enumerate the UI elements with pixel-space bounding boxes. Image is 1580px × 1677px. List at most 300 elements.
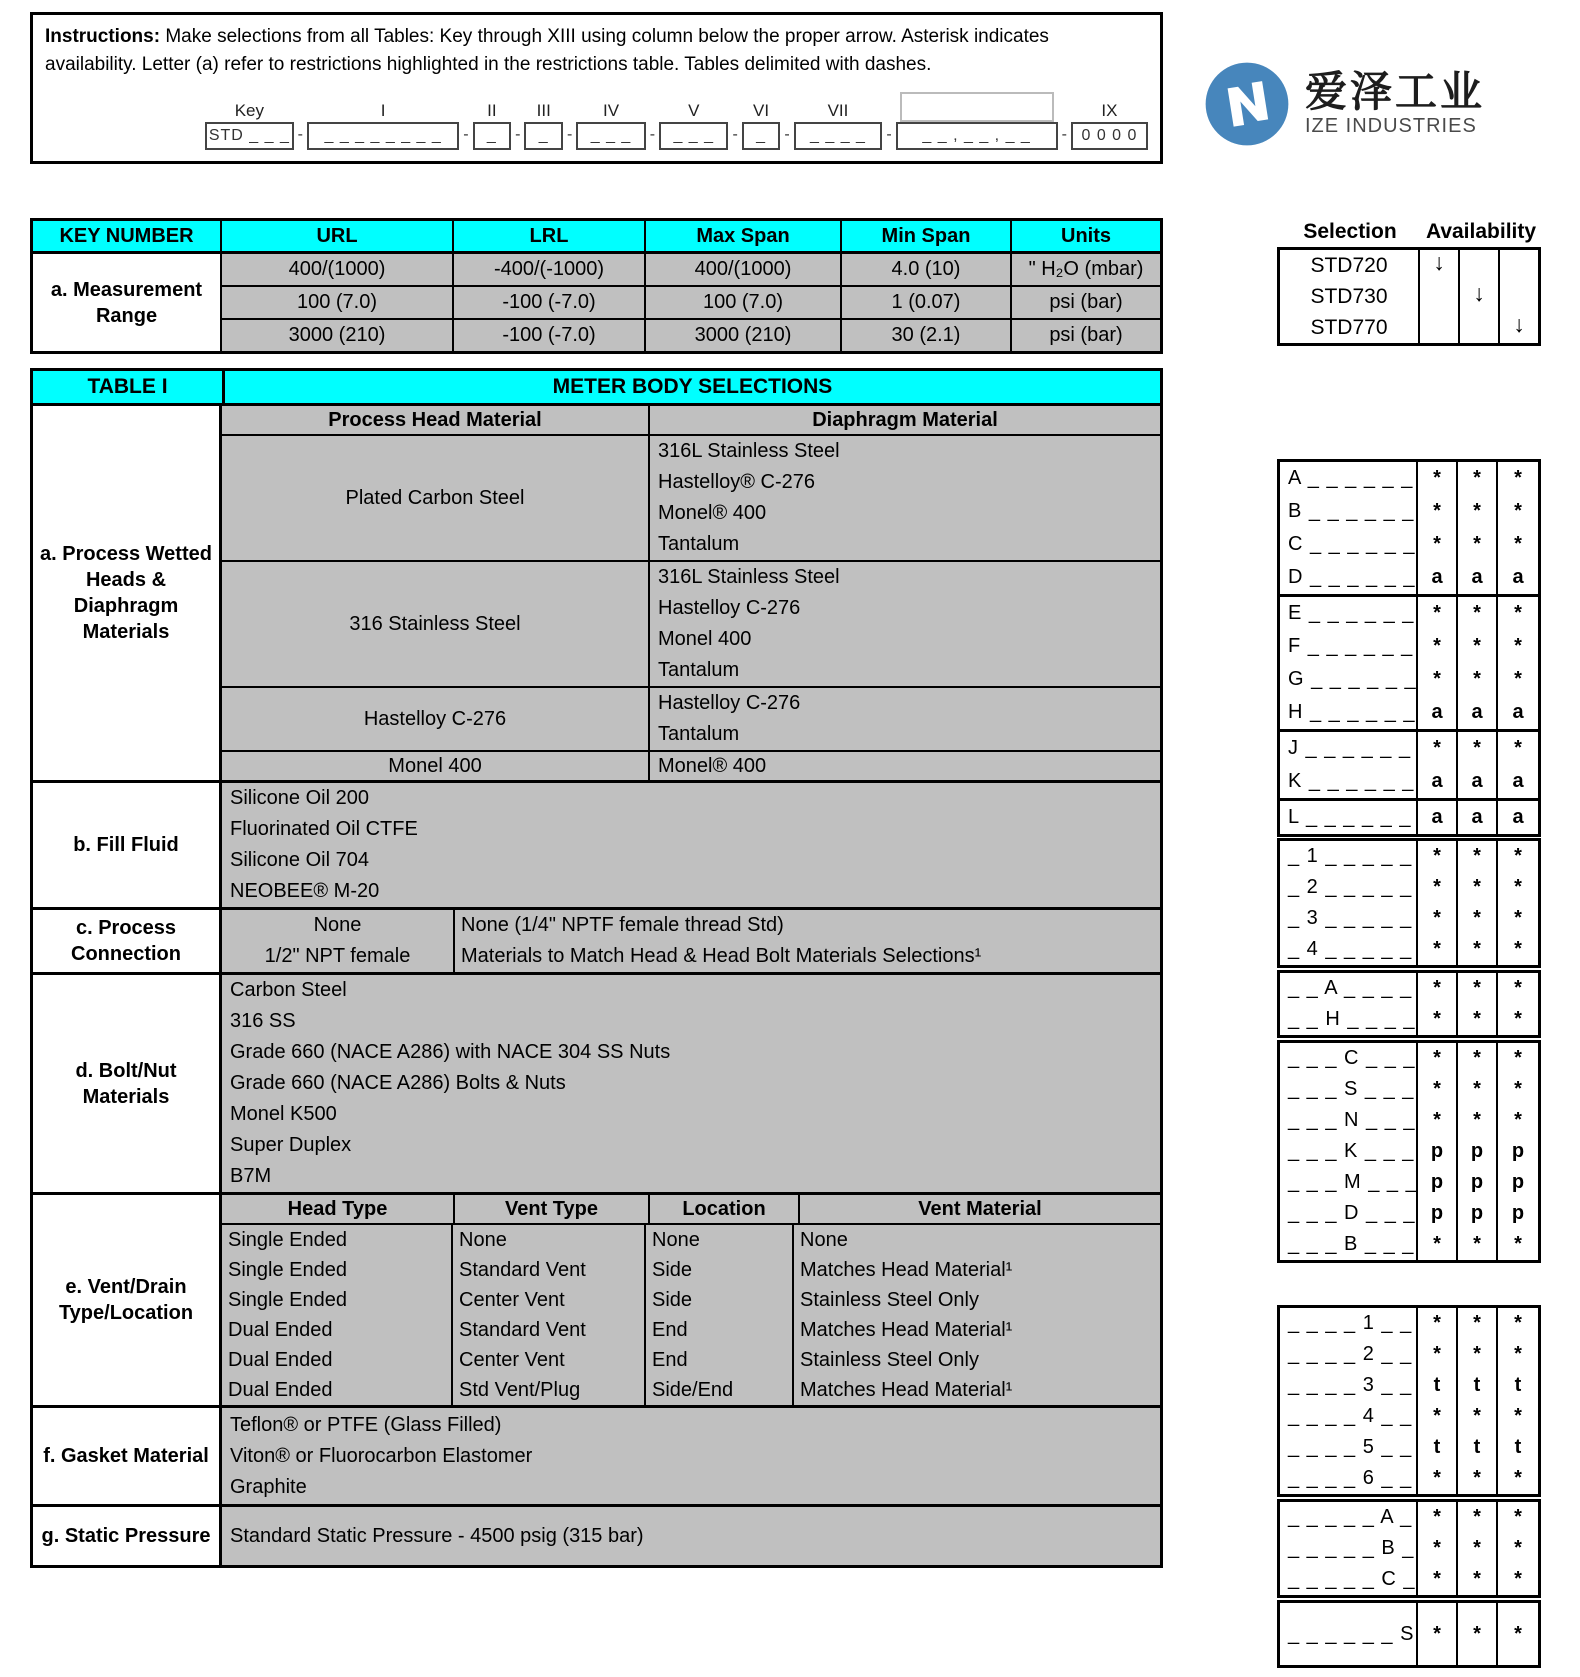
option-code: E _ _ _ _ _ _ [1288,602,1415,624]
availability-mark: * [1496,1564,1538,1595]
availability-mark: * [1456,462,1496,495]
option-code: _ _ _ _ _ A _ [1288,1506,1413,1528]
availability-mark: t [1496,1432,1538,1463]
option-code: _ 3 _ _ _ _ _ [1288,907,1413,929]
availability-mark: p [1496,1136,1538,1167]
vent-material-cell: Stainless Steel Only [800,1289,979,1311]
availability-mark: p [1456,1136,1496,1167]
availability-row [1280,495,1538,528]
option-code: J _ _ _ _ _ _ [1288,737,1412,759]
connection-description: None (1/4" NPTF female thread Std) [461,914,784,936]
selection-row [1280,281,1538,312]
availability-mark: * [1416,1308,1456,1339]
option-code: _ _ A _ _ _ _ [1288,977,1413,999]
availability-row [1280,462,1538,495]
availability-mark: * [1496,663,1538,696]
availability-mark: * [1496,872,1538,903]
vent-type-cell: None [453,1225,646,1255]
availability-mark: * [1456,903,1496,934]
availability-mark: a [1416,696,1456,729]
diaphragm-item: 316L Stainless Steel [658,566,840,588]
option-code: C _ _ _ _ _ _ [1288,533,1416,555]
table-cell: 3000 (210) [646,320,842,351]
option-code: F _ _ _ _ _ _ [1288,635,1414,657]
availability-mark: * [1416,1603,1456,1665]
head-material-group [222,562,1160,688]
diaphragm-list [650,436,1160,560]
instructions-line1: Make selections from all Tables: Key through XIII using column below the proper arrow. Asterisk indicates [165,26,1049,47]
availability-mark: a [1496,801,1538,834]
bolt-material-item: Carbon Steel [230,979,347,1001]
availability-mark: a [1416,801,1456,834]
head-material: 316 Stainless Steel [222,562,650,686]
section-f-gasket [33,1408,1160,1507]
section-b-label: b. Fill Fluid [33,783,222,907]
option-code: _ _ _ M _ _ _ [1288,1171,1418,1193]
availability-row [1280,1370,1538,1401]
availability-mark: p [1456,1198,1496,1229]
table-cell: 3000 (210) [222,320,454,351]
instructions-line2: availability. Letter (a) refer to restrictions highlighted in the restrictions table. Tables delimited with dashes. [45,53,932,75]
vent-type-cell: Center Vent [453,1345,646,1375]
availability-mark: * [1416,1564,1456,1595]
vent-material-cell: None [800,1229,848,1251]
availability-mark: * [1456,1308,1496,1339]
ize-logo [1203,60,1485,148]
fill-fluid-item: Silicone Oil 704 [230,849,369,871]
selection-header: Selection [1303,220,1397,243]
availability-row [1280,1136,1538,1167]
table-cell: -400/(-1000) [454,254,646,287]
table-1-header [33,371,1160,406]
availability-mark: * [1416,1533,1456,1564]
section-f-content [222,1408,1160,1504]
key-separator: - [297,126,303,144]
key-separator: - [784,126,790,144]
diaphragm-item: Tantalum [658,533,740,555]
vent-drain-row [222,1285,1160,1315]
key-separator: - [515,126,521,144]
key-segment-box: 0 0 0 0 [1071,122,1148,150]
availability-mark: t [1416,1432,1456,1463]
availability-cell [1458,312,1498,343]
key-segment-box: _ [473,122,512,150]
availability-mark: * [1496,1533,1538,1564]
availability-mark: * [1456,973,1496,1004]
availability-mark: * [1416,732,1456,765]
instructions-text [45,23,1148,78]
table-1-heading: METER BODY SELECTIONS [225,371,1160,403]
table-cell: -100 (-7.0) [454,320,646,351]
availability-row [1280,1074,1538,1105]
vent-drain-row [222,1345,1160,1375]
instructions-panel [30,12,1163,164]
availability-mark: * [1496,630,1538,663]
availability-mark: p [1456,1167,1496,1198]
table-cell: 100 (7.0) [646,287,842,320]
location-cell: Side [646,1285,794,1315]
option-code: _ 4 _ _ _ _ _ [1288,938,1413,960]
table-cell: psi (bar) [1012,320,1160,351]
selection-row [1280,250,1538,281]
vent-material-cell: Matches Head Material¹ [800,1379,1013,1401]
head-material: Hastelloy C-276 [222,688,650,750]
section-c-label: c. Process Connection [33,910,222,972]
availability-mark: * [1496,1401,1538,1432]
availability-mark: * [1456,1564,1496,1595]
availability-mark: a [1496,765,1538,798]
availability-cell [1498,250,1538,281]
location-cell: None [646,1225,794,1255]
availability-row [1280,561,1538,594]
key-segment-label: IX [1101,101,1118,121]
location-header: Location [650,1195,800,1223]
diaphragm-list [650,752,1160,780]
option-code: _ _ _ S _ _ _ [1288,1078,1415,1100]
availability-mark: * [1416,934,1456,965]
availability-mark: * [1456,597,1496,630]
availability-mark: * [1496,597,1538,630]
option-code: A _ _ _ _ _ _ [1288,467,1414,489]
section-b-content [222,783,1160,907]
head-type-cell: Single Ended [222,1255,453,1285]
vent-material-cell: Matches Head Material¹ [800,1259,1013,1281]
table-1-title: TABLE I [33,371,225,403]
key-number-title: KEY NUMBER [33,221,222,254]
vent-material-cell: Stainless Steel Only [800,1349,979,1371]
bolt-material-item: B7M [230,1165,272,1187]
section-a-label: a. Process Wetted Heads & Diaphragm Materials [33,406,222,780]
key-blank-box [900,92,1054,122]
availability-mark: * [1416,973,1456,1004]
availability-row [1280,630,1538,663]
section-a-content [222,406,1160,780]
process-connection-columns [222,910,1160,972]
availability-row [1280,528,1538,561]
availability-mark: * [1456,1603,1496,1665]
availability-header: Availability [1425,220,1537,243]
table-cell: 4.0 (10) [842,254,1012,287]
key-segment-ii [473,100,512,150]
option-code: _ _ _ _ 6 _ _ [1288,1467,1413,1489]
availability-mark: t [1456,1370,1496,1401]
connection-options [222,910,455,972]
option-code: H _ _ _ _ _ _ [1288,701,1416,723]
availability-mark: * [1416,1229,1456,1260]
availability-row [1280,1564,1538,1595]
bolt-material-item: 316 SS [230,1010,296,1032]
availability-row [1280,1004,1538,1035]
diaphragm-item: Tantalum [658,659,740,681]
key-segment-box: _ _ _ _ _ _ _ _ [307,122,459,150]
diaphragm-list [650,688,1160,750]
availability-mark: * [1416,630,1456,663]
col-header-lrl: LRL [454,221,646,254]
availability-row [1280,1308,1538,1339]
key-segment-vii [794,100,883,150]
down-arrow-icon: ↓ [1498,312,1538,343]
availability-row [1280,934,1538,965]
availability-box-fill-fluid [1277,838,1541,968]
availability-row [1280,765,1538,798]
location-cell: End [646,1345,794,1375]
diaphragm-item: Tantalum [658,723,740,745]
diaphragm-item: Monel 400 [658,628,752,650]
table-cell: psi (bar) [1012,287,1160,320]
vent-drain-header-row [222,1195,1160,1225]
availability-row [1280,696,1538,729]
key-segment-v [659,100,728,150]
availability-mark: * [1496,1502,1538,1533]
availability-mark: * [1496,1074,1538,1105]
availability-mark: * [1456,1043,1496,1074]
section-a-process-wetted [33,406,1160,783]
vent-drain-row [222,1255,1160,1285]
key-segment-label: VII [827,101,849,121]
section-a-subheader [222,406,1160,436]
key-segment-box: _ _ _ [576,122,645,150]
option-code: D _ _ _ _ _ _ [1288,566,1416,588]
availability-mark: * [1496,1229,1538,1260]
vent-type-header: Vent Type [455,1195,650,1223]
availability-mark: * [1456,1339,1496,1370]
key-number-table [30,218,1163,354]
key-segment-box: _ [524,122,563,150]
key-segment-label: III [536,101,551,121]
table-cell: 100 (7.0) [222,287,454,320]
key-separator: - [886,126,892,144]
availability-row [1280,973,1538,1004]
col-header-url: URL [222,221,454,254]
location-cell: Side [646,1255,794,1285]
section-e-content [222,1195,1160,1405]
table-1-meter-body [30,368,1163,1568]
availability-mark: p [1496,1167,1538,1198]
availability-mark: * [1416,495,1456,528]
fill-fluid-item: NEOBEE® M-20 [230,880,380,902]
availability-mark: * [1416,1463,1456,1494]
availability-mark: p [1416,1198,1456,1229]
key-segment-box: _ _ _ [659,122,728,150]
down-arrow-icon: ↓ [1458,281,1498,312]
key-segment-box: _ _ _ _ [794,122,883,150]
availability-mark: a [1456,765,1496,798]
availability-cell [1418,312,1458,343]
availability-row [1280,1463,1538,1494]
availability-mark: * [1496,903,1538,934]
availability-row [1280,1401,1538,1432]
option-code: _ _ _ _ 1 _ _ [1288,1312,1413,1334]
table-cell: 1 (0.07) [842,287,1012,320]
key-segment-viii [896,92,1058,150]
vent-drain-row [222,1315,1160,1345]
head-type-cell: Single Ended [222,1225,453,1255]
key-segment-key [205,100,294,150]
table-cell: 30 (2.1) [842,320,1012,351]
availability-row [1280,1043,1538,1074]
option-code: K _ _ _ _ _ _ [1288,770,1415,792]
availability-mark: * [1456,495,1496,528]
availability-cell [1418,281,1458,312]
table-cell: 400/(1000) [646,254,842,287]
availability-box-gasket [1277,1499,1541,1598]
availability-box-a1 [1277,459,1541,597]
availability-cell [1498,281,1538,312]
diaphragm-list [650,562,1160,686]
key-format-diagram [205,92,1148,150]
availability-mark: * [1456,732,1496,765]
availability-mark: * [1496,1105,1538,1136]
availability-row [1280,1229,1538,1260]
option-code: _ 1 _ _ _ _ _ [1288,845,1413,867]
key-segment-label: V [688,101,700,121]
availability-mark: * [1456,1401,1496,1432]
availability-mark: * [1416,1339,1456,1370]
key-segment-label: VI [753,101,770,121]
head-material: Plated Carbon Steel [222,436,650,560]
availability-mark: * [1456,1229,1496,1260]
vent-drain-row [222,1225,1160,1255]
availability-row [1280,841,1538,872]
availability-mark: a [1456,561,1496,594]
availability-mark: * [1496,1043,1538,1074]
availability-box-process-connection [1277,970,1541,1038]
availability-mark: p [1496,1198,1538,1229]
availability-mark: p [1416,1136,1456,1167]
gasket-item: Viton® or Fluorocarbon Elastomer [230,1444,533,1467]
availability-mark: * [1496,495,1538,528]
head-material-group [222,436,1160,562]
availability-mark: * [1456,872,1496,903]
availability-mark: * [1496,732,1538,765]
option-code: _ _ _ K _ _ _ [1288,1140,1415,1162]
option-code: _ _ _ _ 5 _ _ [1288,1436,1413,1458]
availability-box-a4 [1277,798,1541,837]
availability-mark: * [1456,528,1496,561]
vent-material-cell: Matches Head Material¹ [800,1319,1013,1341]
availability-row [1280,1533,1538,1564]
availability-mark: * [1456,1074,1496,1105]
availability-box-a2 [1277,594,1541,732]
option-code: B _ _ _ _ _ _ [1288,500,1415,522]
availability-mark: * [1496,841,1538,872]
key-segment-box: STD _ _ _ [205,122,294,150]
gasket-item: Teflon® or PTFE (Glass Filled) [230,1413,502,1436]
availability-row [1280,1105,1538,1136]
diaphragm-item: Monel® 400 [658,502,767,524]
section-d-content [222,975,1160,1192]
head-type-header: Head Type [222,1195,455,1223]
connection-option: None [313,914,362,936]
key-segment-i [307,100,459,150]
availability-mark: * [1416,462,1456,495]
availability-mark: * [1496,528,1538,561]
diaphragm-material-header: Diaphragm Material [812,408,998,431]
option-code: _ _ H _ _ _ _ [1288,1008,1416,1030]
connection-option: 1/2" NPT female [264,945,411,967]
availability-mark: * [1456,663,1496,696]
option-code: _ _ _ _ _ C _ [1288,1568,1416,1590]
option-code: G _ _ _ _ _ _ [1288,668,1417,690]
option-code: _ _ _ C _ _ _ [1288,1047,1416,1069]
availability-mark: * [1456,934,1496,965]
brand-name-en: IZE INDUSTRIES [1305,114,1477,137]
availability-row [1280,872,1538,903]
option-code: _ _ _ _ 2 _ _ [1288,1343,1413,1365]
availability-mark: * [1456,630,1496,663]
selection-row [1280,312,1538,343]
availability-mark: * [1496,1308,1538,1339]
option-code: _ _ _ _ _ _ S [1288,1622,1415,1645]
vent-type-cell: Standard Vent [453,1315,646,1345]
bolt-material-item: Super Duplex [230,1134,352,1156]
vent-material-header: Vent Material [918,1197,1042,1220]
availability-row [1280,1198,1538,1229]
availability-mark: * [1416,528,1456,561]
section-d-bolt-nut [33,975,1160,1195]
availability-mark: * [1496,462,1538,495]
brand-name-cn: 爱泽工业 [1305,68,1486,116]
head-type-cell: Dual Ended [222,1315,453,1345]
availability-mark: * [1416,1105,1456,1136]
head-type-cell: Dual Ended [222,1345,453,1375]
key-separator: - [1061,126,1067,144]
availability-box-bolt-nut [1277,1040,1541,1263]
availability-row [1280,732,1538,765]
diaphragm-item: Hastelloy C-276 [658,692,801,714]
option-code: L _ _ _ _ _ _ [1288,806,1412,828]
key-separator: - [463,126,469,144]
measurement-range-label: a. Measurement Range [33,254,222,351]
availability-mark: * [1416,1074,1456,1105]
fill-fluid-item: Silicone Oil 200 [230,787,369,809]
availability-mark: * [1416,903,1456,934]
availability-mark: * [1416,1043,1456,1074]
location-cell: Side/End [646,1375,794,1405]
vent-drain-row [222,1375,1160,1405]
connection-description: Materials to Match Head & Head Bolt Materials Selections¹ [461,945,982,967]
ize-logo-text [1305,70,1485,137]
key-segment-label: II [487,101,497,121]
option-code: _ _ _ B _ _ _ [1288,1233,1415,1255]
vent-type-cell: Std Vent/Plug [453,1375,646,1405]
availability-row [1280,1167,1538,1198]
availability-mark: * [1456,1105,1496,1136]
availability-box-vent-drain [1277,1305,1541,1497]
head-material-group [222,752,1160,780]
fill-fluid-item: Fluorinated Oil CTFE [230,818,418,840]
bolt-material-item: Monel K500 [230,1103,337,1125]
table-cell: -100 (-7.0) [454,287,646,320]
availability-mark: a [1456,696,1496,729]
key-segment-ix [1071,100,1148,150]
section-b-fill-fluid [33,783,1160,910]
availability-row [1280,597,1538,630]
availability-mark: a [1416,561,1456,594]
option-code: _ _ _ _ 3 _ _ [1288,1374,1413,1396]
ize-logo-icon [1203,60,1291,148]
availability-mark: t [1496,1370,1538,1401]
availability-mark: * [1416,1502,1456,1533]
diaphragm-item: 316L Stainless Steel [658,440,840,462]
availability-row [1280,1603,1538,1665]
availability-mark: * [1496,1004,1538,1035]
head-material-group [222,688,1160,752]
option-code: _ 2 _ _ _ _ _ [1288,876,1413,898]
connection-descriptions [455,910,1160,972]
head-type-cell: Single Ended [222,1285,453,1315]
availability-mark: t [1456,1432,1496,1463]
